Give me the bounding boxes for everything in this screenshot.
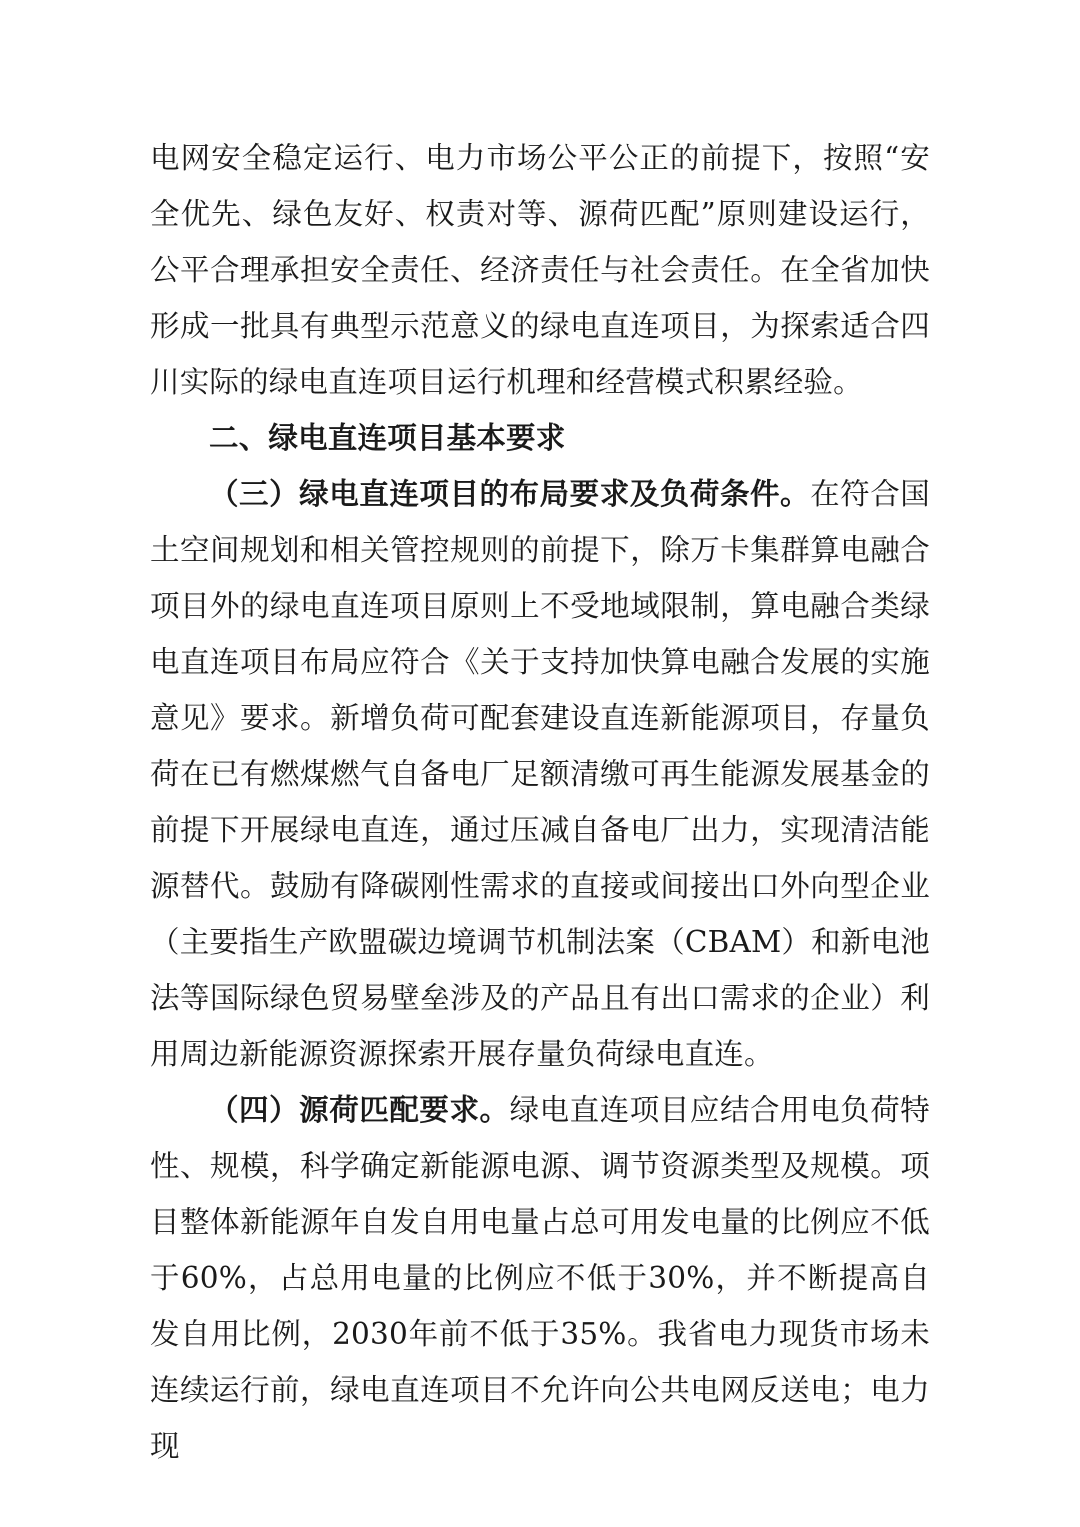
section-heading-two [150, 410, 930, 466]
section-heading-two-text: 二、绿电直连项目基本要求 [209, 420, 566, 455]
paragraph-item-four-text: 绿电直连项目应结合用电负荷特性、规模，科学确定新能源电源、调节资源类型及规模。项目整体新能源年自发自用电量占总可用发电量的比例应不低于60%，占总用电量的比例应不低于30%，并不断提高自发自用比例，2030年前不低于35%。我省电力现货市场未连续运行前，绿电直连项目不允许向公共电网反送电；电力现 [150, 1093, 930, 1463]
paragraph-item-three [150, 466, 930, 1082]
paragraph-continuation [150, 130, 930, 410]
paragraph-item-three-lead: （三）绿电直连项目的布局要求及负荷条件。 [209, 476, 811, 511]
document-body [150, 130, 930, 1474]
paragraph-item-four [150, 1082, 930, 1474]
paragraph-continuation-text: 电网安全稳定运行、电力市场公平公正的前提下，按照“安全优先、绿色友好、权责对等、源荷匹配”原则建设运行，公平合理承担安全责任、经济责任与社会责任。在全省加快形成一批具有典型示范意义的绿电直连项目，为探索适合四川实际的绿电直连项目运行机理和经营模式积累经验。 [150, 141, 930, 399]
paragraph-item-three-text: 在符合国土空间规划和相关管控规则的前提下，除万卡集群算电融合项目外的绿电直连项目原则上不受地域限制，算电融合类绿电直连项目布局应符合《关于支持加快算电融合发展的实施意见》要求。新增负荷可配套建设直连新能源项目，存量负荷在已有燃煤燃气自备电厂足额清缴可再生能源发展基金的前提下开展绿电直连，通过压减自备电厂出力，实现清洁能源替代。鼓励有降碳刚性需求的直接或间接出口外向型企业（主要指生产欧盟碳边境调节机制法案（CBAM）和新电池法等国际绿色贸易壁垒涉及的产品且有出口需求的企业）利用周边新能源资源探索开展存量负荷绿电直连。 [150, 477, 930, 1071]
paragraph-item-four-lead: （四）源荷匹配要求。 [209, 1092, 510, 1127]
